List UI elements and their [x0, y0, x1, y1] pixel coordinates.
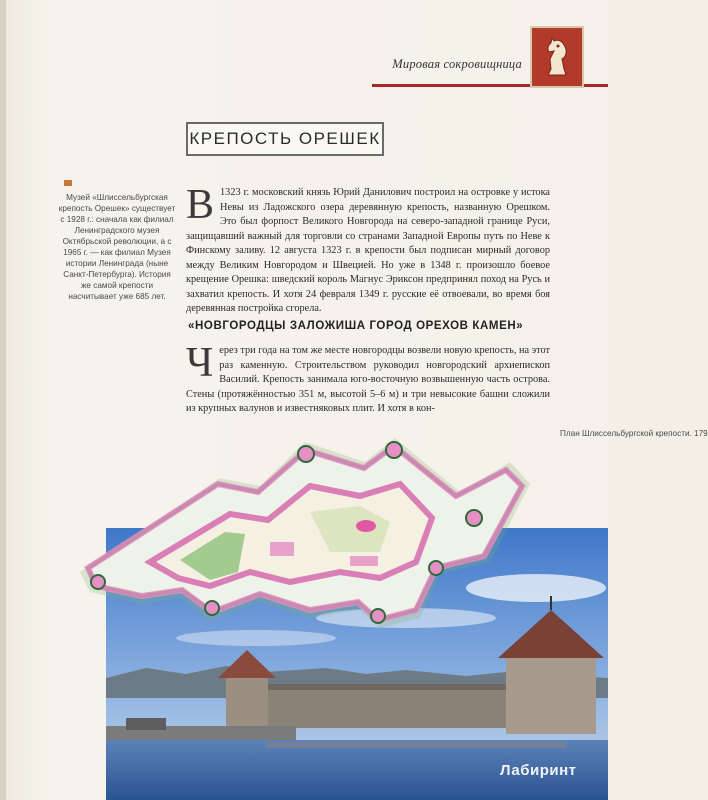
dropcap-1: В	[186, 182, 215, 228]
paragraph-2-text: ерез три года на том же месте новгородцы возвели новую крепость, на этот раз каменную. Строительством руководил новгородский архиепископ Василий. Крепость занимала юго-восточную возвышенную часть острова. Стены (протяжённостью 351 м, высотой 5–6 м) и три невысокие башни сложили из крупных валунов и известняковых плит. И хотя в кон-	[186, 345, 550, 414]
dropcap-2: Ч	[186, 340, 214, 386]
page-gutter	[0, 0, 6, 800]
section-title: Мировая сокровищница	[392, 57, 522, 71]
fortress-plan	[60, 422, 530, 652]
paragraph-1-text: 1323 г. московский князь Юрий Данилович построил на островке у истока Невы из Ладожского озера деревянную крепость, названную Орешком. Это был форпост Великого Новгорода на северо-западной границе Руси, защищавший важный для торговли со странами Западной Европы путь по Неве к Финскому заливу. 12 августа 1323 г. в крепости был подписан мирный договор между Великим Новгородом и Швецией. Но уже в 1348 г. произошло боевое крещение Орешка: шведский король Магнус Эриксон предпринял поход на Русь и захватил крепость. И хотя 24 февраля 1349 г. русские её отвоевали, во время боя деревянная постройка сгорела.	[186, 187, 550, 314]
chess-knight-logo	[530, 26, 584, 88]
page-title: КРЕПОСТЬ ОРЕШЕК	[186, 122, 384, 156]
paragraph-2	[186, 340, 550, 417]
paragraph-1	[186, 182, 550, 317]
chess-knight-icon	[542, 35, 572, 79]
subheading: «НОВГОРОДЦЫ ЗАЛОЖИША ГОРОД ОРЕХОВ КАМЕН»	[188, 320, 524, 332]
sidebar-note: Музей «Шлиссельбургская крепость Орешек» существует с 1928 г.: сначала как филиал Ленинградского музея Октябрьской революции, а с 1965 г. — как филиал Музея истории Ленинграда (ныне Санкт-Петербурга). История же самой крепости насчитывает уже 685 лет.	[58, 193, 176, 301]
note-marker	[64, 180, 72, 186]
plan-caption: План Шлиссельбургской крепости. 179	[560, 429, 708, 438]
watermark: Лабиринт	[500, 762, 577, 779]
